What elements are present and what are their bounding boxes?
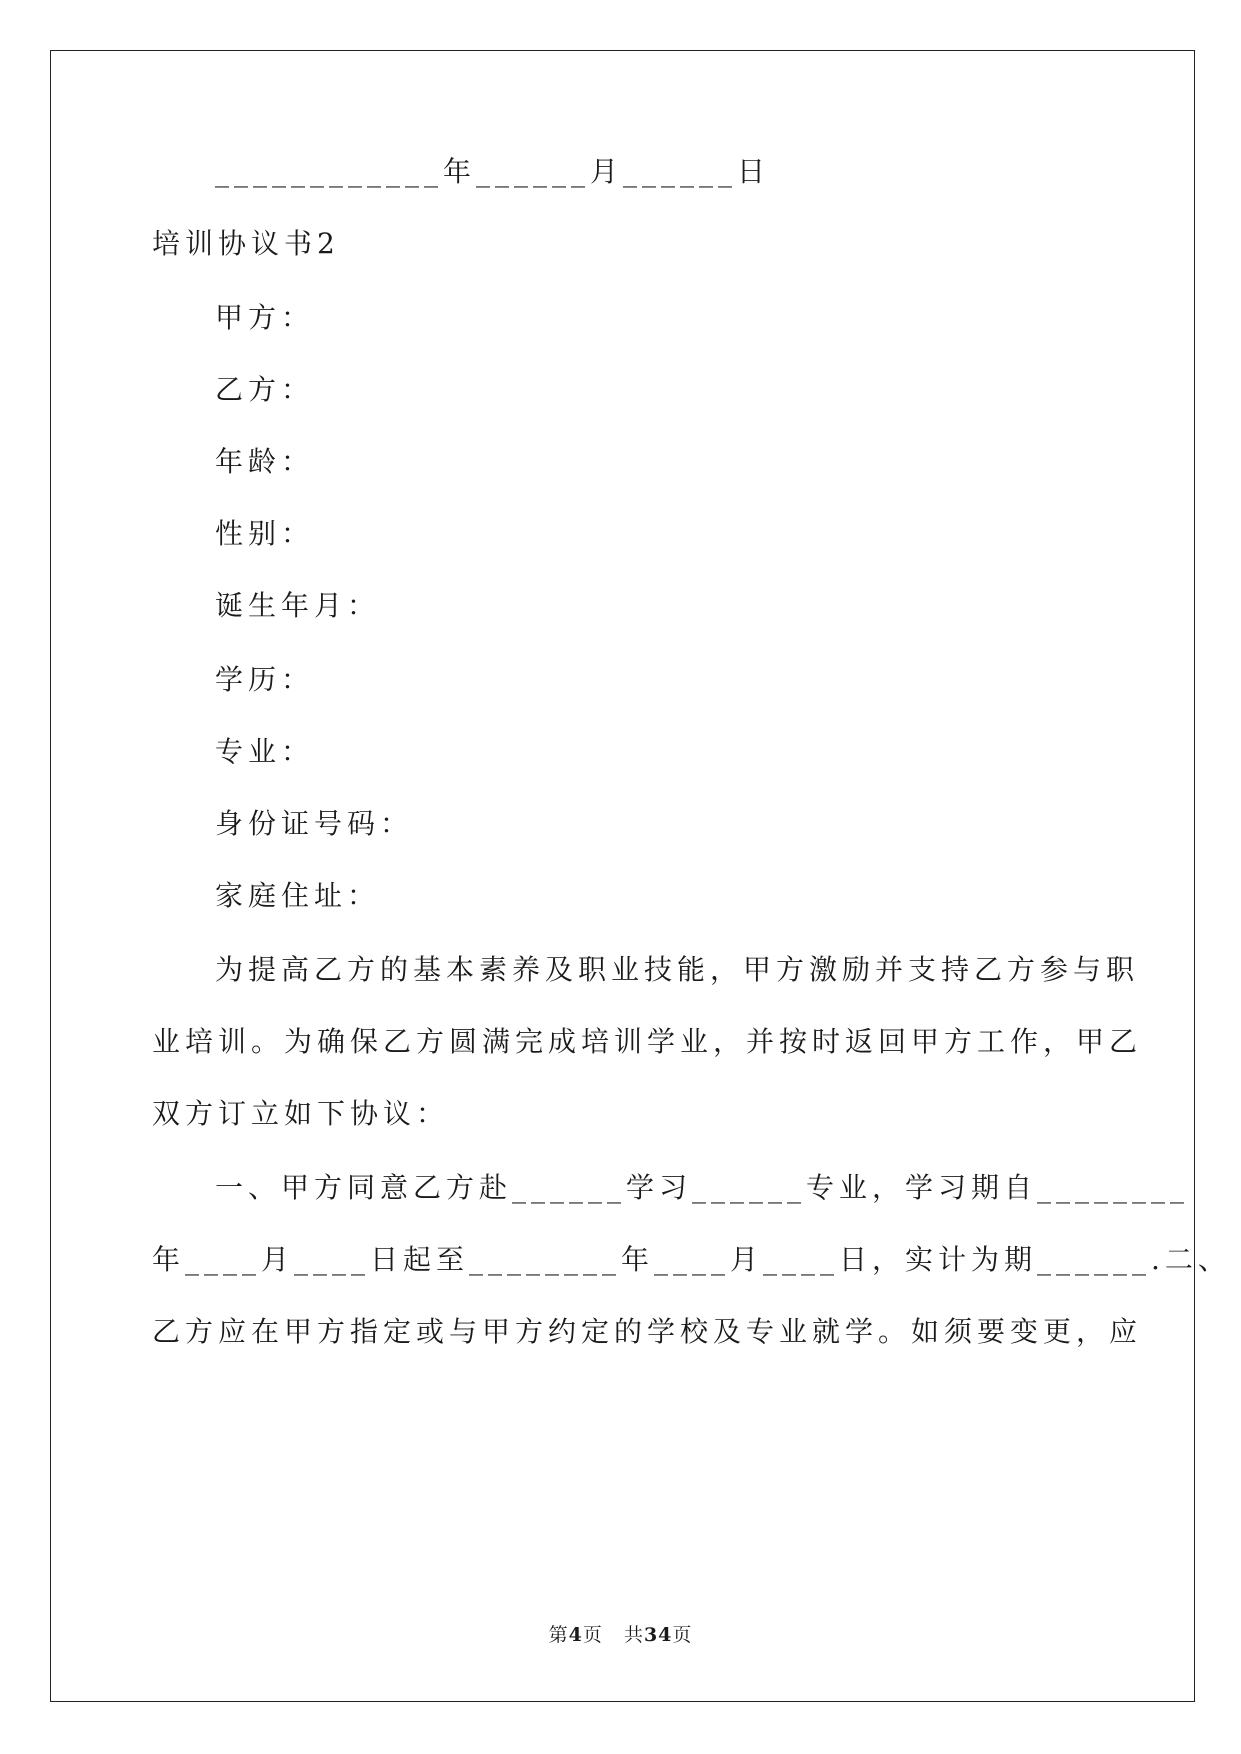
date-line: ____________年______月______日 (215, 155, 771, 188)
page-footer (0, 1620, 1241, 1647)
document-title: 培训协议书2 (152, 227, 340, 260)
body-line: 双方订立如下协议： (152, 1097, 450, 1130)
field-party-a: 甲方： (215, 301, 315, 334)
footer-prefix: 第 (548, 1624, 569, 1646)
footer-mid: 页 共 (582, 1624, 644, 1646)
field-party-b: 乙方： (215, 373, 315, 406)
field-education: 学历： (215, 663, 315, 696)
field-age: 年龄： (215, 445, 315, 478)
body-line: 一、甲方同意乙方赴______学习______专业，学习期自________ (215, 1171, 1190, 1204)
footer-suffix: 页 (672, 1624, 693, 1646)
body-line: 年____月____日起至________年____月____日，实计为期______.二、 (152, 1243, 1231, 1276)
footer-page-number: 4 (568, 1624, 583, 1646)
field-gender: 性别： (215, 517, 315, 550)
field-id-number: 身份证号码： (215, 807, 414, 840)
field-home-address: 家庭住址： (215, 879, 381, 912)
body-line: 业培训。为确保乙方圆满完成培训学业，并按时返回甲方工作，甲乙 (152, 1025, 1143, 1058)
field-birth-date: 诞生年月： (215, 589, 381, 622)
body-line: 为提高乙方的基本素养及职业技能，甲方激励并支持乙方参与职 (215, 953, 1140, 986)
body-line: 乙方应在甲方指定或与甲方约定的学校及专业就学。如须要变更，应 (152, 1315, 1143, 1348)
field-major: 专业： (215, 735, 315, 768)
footer-total-pages: 34 (643, 1624, 673, 1646)
